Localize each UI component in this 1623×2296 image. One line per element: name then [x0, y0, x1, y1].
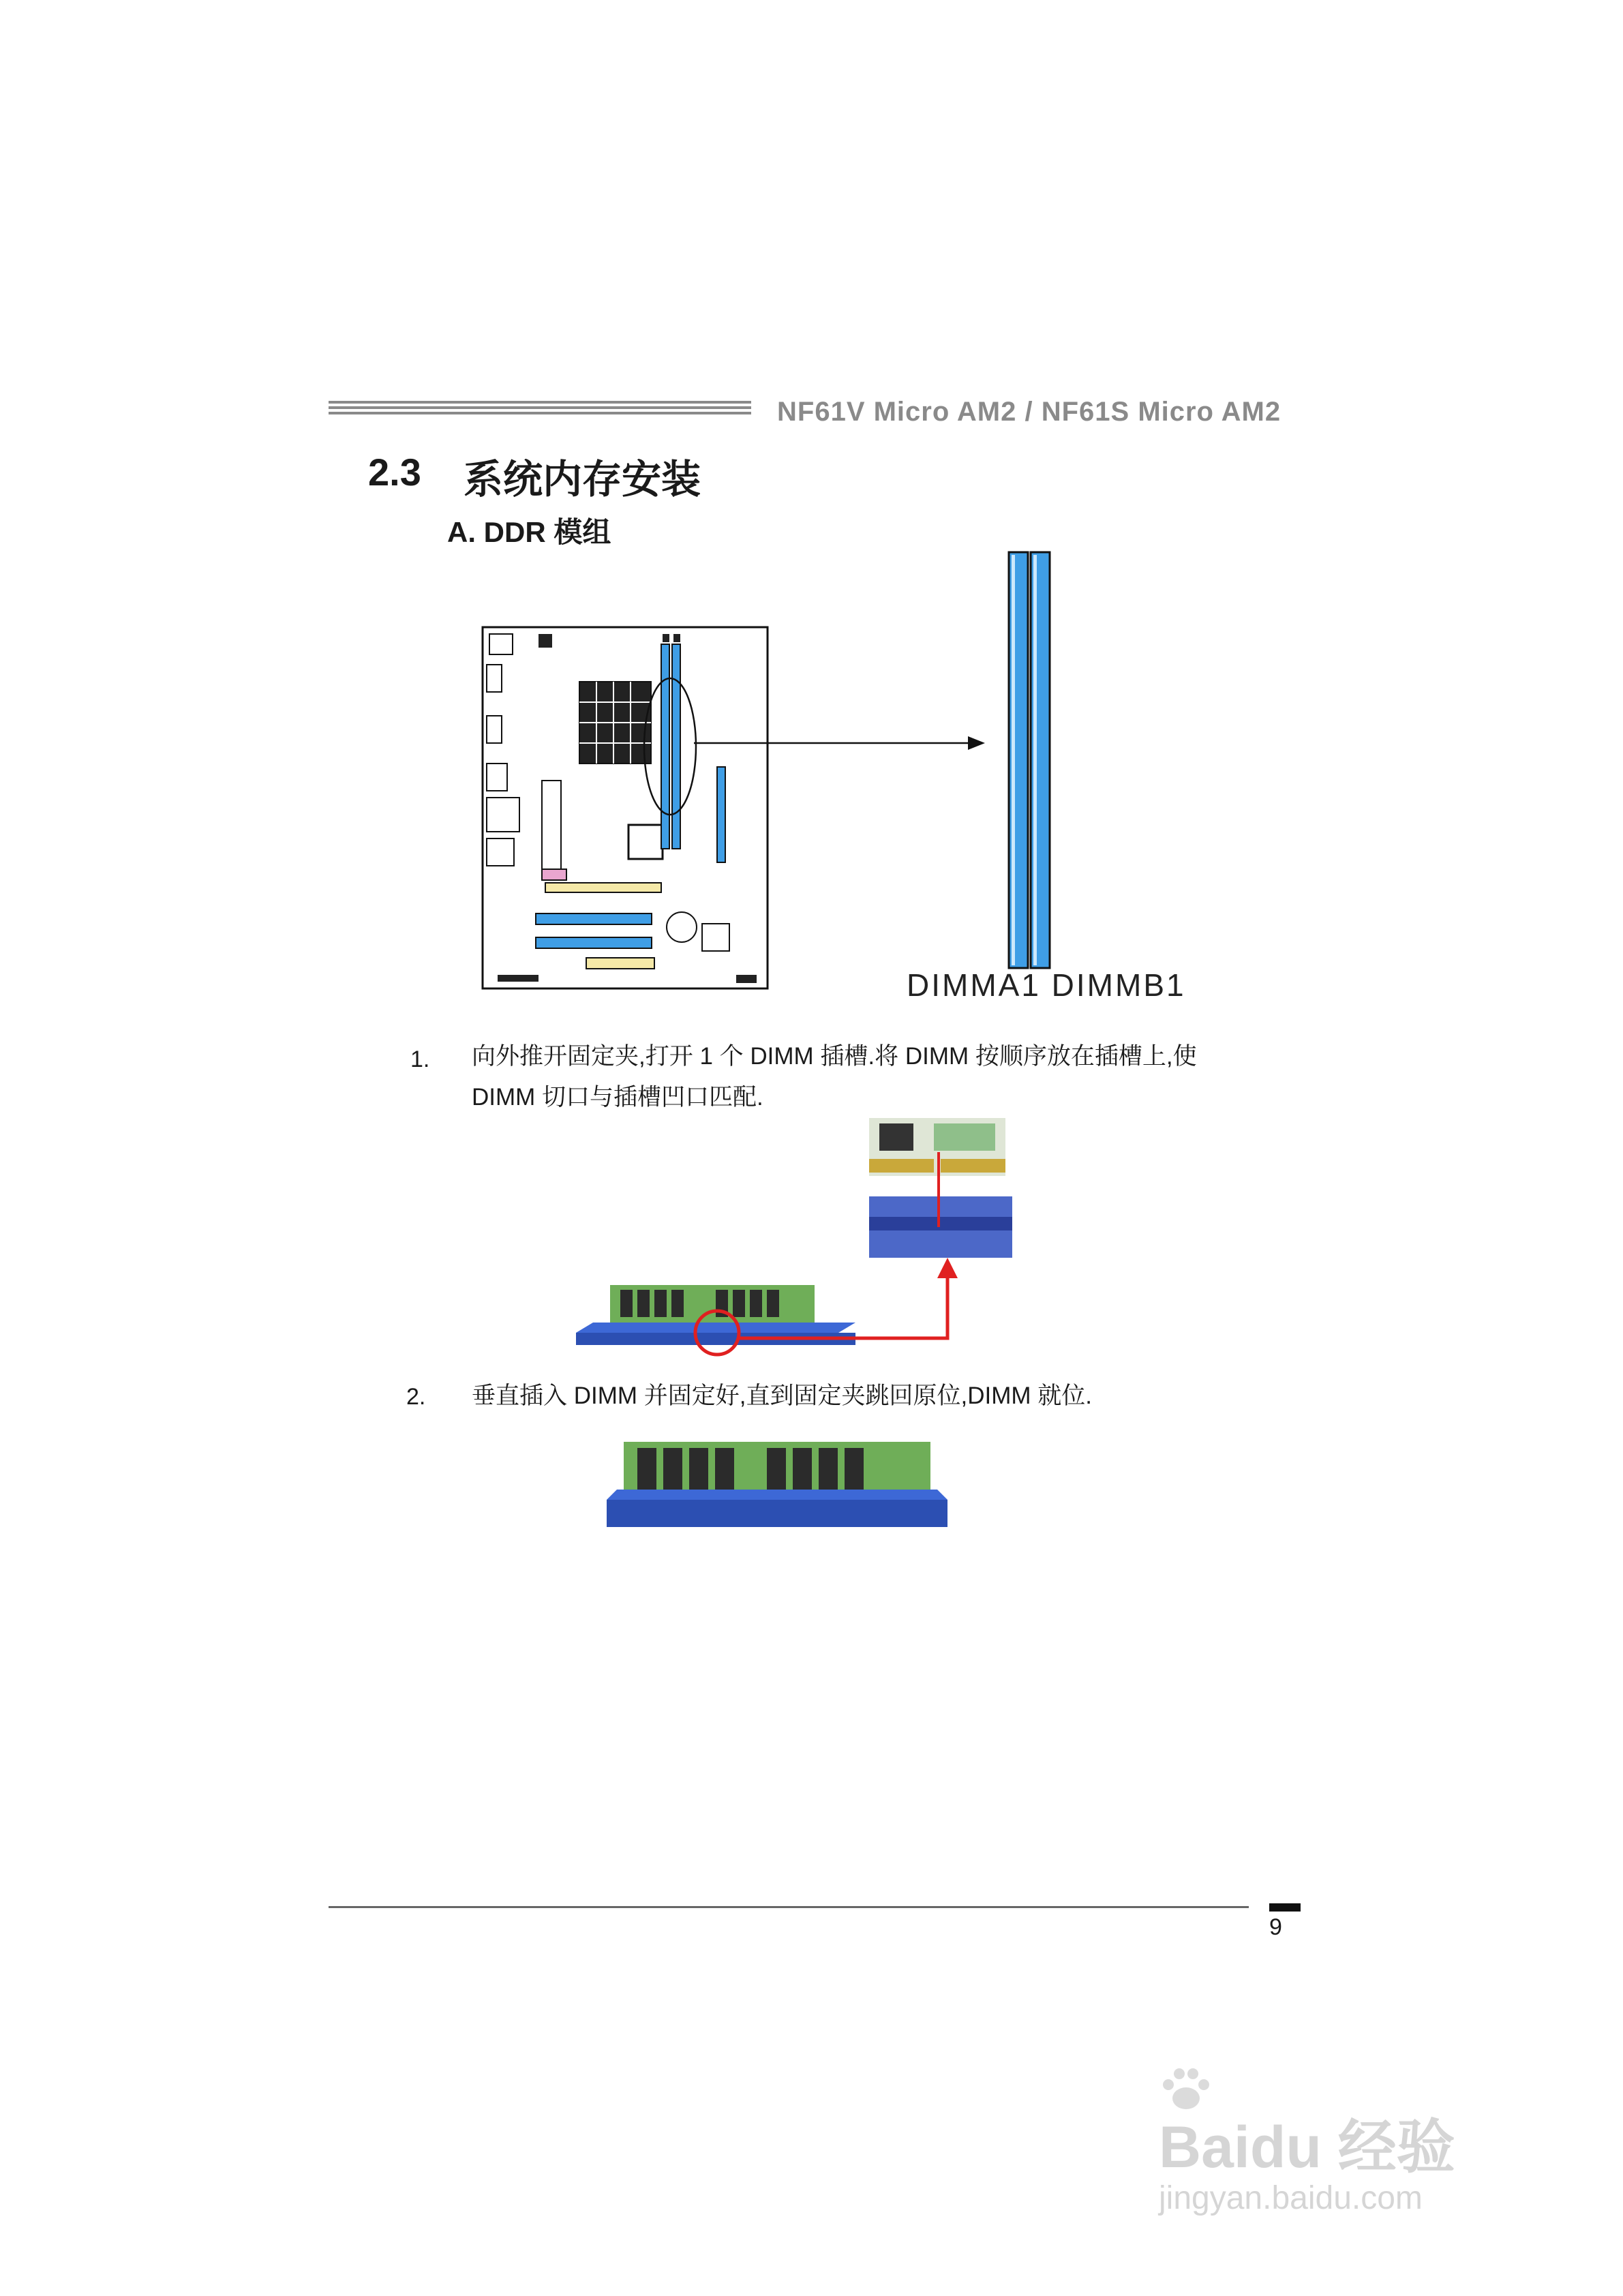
- step-2-line-1: 垂直插入 DIMM 并固定好,直到固定夹跳回原位,DIMM 就位.: [472, 1383, 1092, 1409]
- paw-icon: [1159, 2066, 1213, 2113]
- watermark-brand: Baidu 经验: [1159, 2115, 1455, 2180]
- dimm-slot-labels: DIMMA1 DIMMB1: [907, 967, 1186, 1003]
- step-2-number: 2.: [406, 1384, 426, 1410]
- watermark-url: jingyan.baidu.com: [1159, 2180, 1423, 2216]
- step-2-text: [472, 1376, 1092, 1417]
- footer-rule: [329, 1906, 1249, 1908]
- section-number: 2.3: [368, 451, 421, 494]
- motherboard-diagram: [477, 545, 1159, 1009]
- dimm-alignment-photos: [566, 1111, 1043, 1357]
- footer-tab: [1269, 1903, 1301, 1912]
- model-name: NF61V Micro AM2 / NF61S Micro AM2: [777, 397, 1281, 427]
- section-title: 系统内存安装: [464, 457, 701, 502]
- step-1-number: 1.: [410, 1046, 430, 1072]
- baidu-watermark: [1159, 2066, 1455, 2219]
- header-rule: [329, 401, 751, 420]
- step-1-text: [472, 1036, 1197, 1118]
- page-number: 9: [1269, 1914, 1282, 1940]
- step-1-line-2: DIMM 切口与插槽凹口匹配.: [472, 1084, 763, 1111]
- subsection-title: A. DDR 模组: [447, 516, 611, 548]
- step-1-line-1: 向外推开固定夹,打开 1 个 DIMM 插槽.将 DIMM 按顺序放在插槽上,使: [472, 1043, 1197, 1070]
- dimm-seated-photo: [603, 1438, 958, 1534]
